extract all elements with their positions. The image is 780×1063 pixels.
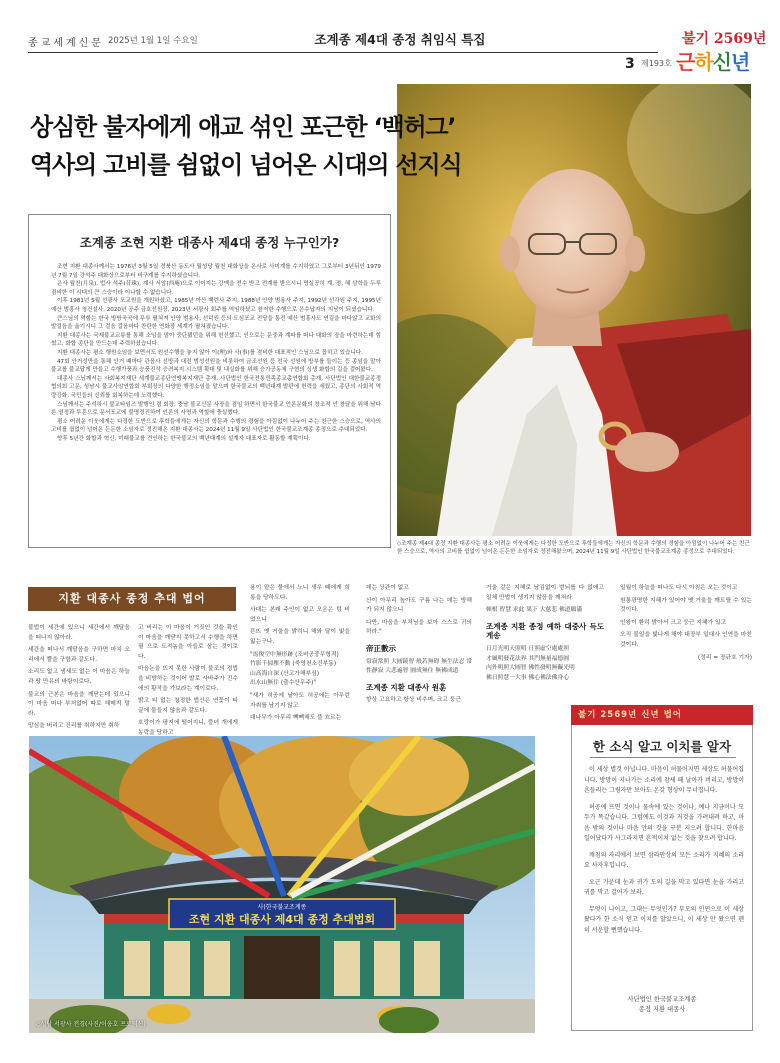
issue-date: 2025년 1월 1일 수요일: [108, 36, 198, 46]
profile-paragraph: 평소 어려운 이웃에게는 다정한 도반으로 후학들에게는 자신의 학문과 수행의 경험을 아낌없이 나누어 주는 친근한 스승으로, 역사의 고비를 쉼없이 넘어온 든든한 소임자로 정진해온 지환 대종사는 2024년 11월 9일 사단법인 한국불교조계종 종정으로 추대되었다.: [51, 418, 381, 434]
temple-photo-caption: ◇성남 서광사 전경(사진/이웅호 프로덕션): [36, 1021, 146, 1028]
dharma-paragraph: 불법이 세간에 있으니 세간에서 깨달음을 떠나지 않아라.: [28, 625, 130, 641]
buddhist-year: 불기 2569년: [682, 31, 767, 47]
dharma-column-4: [366, 584, 472, 709]
dharma-paragraph: 산이 아무리 높아도 구름 나는 데는 방해가 되지 않으니: [366, 597, 472, 614]
dharma-paragraph: 용이 얕은 물에서 노니 새우 떼에게 희롱을 당하도다.: [250, 585, 350, 601]
profile-article-box: [28, 214, 391, 548]
feature-title: 조계종 제4대 종정 취임식 특집: [314, 32, 486, 47]
dharma-box-paragraph: 허공에 뜨면 것이나 물속에 있는 것이나, 예나 지금이나 모두가 똑같습니다. 그럼에도 이것과 저것을 가려내려 하고, 마음 밖의 것이나 마음 안의 것을 구분 지으려 합니다. 한마음 일어났다가 사그라지면 흔적이처 없는 것을 찾으려 합니다.: [584, 803, 744, 842]
dharma-column-1: [28, 624, 130, 735]
dharma-column-3: [250, 584, 350, 727]
new-year-dharma-title: 한 소식 알고 이치를 알자: [592, 739, 732, 754]
header-rule: [28, 52, 658, 53]
ceremony-banner-text: 조현 지환 대종사 제4대 종정 추대법회: [188, 913, 376, 926]
profile-paragraph: 조현 지환 대종사께서는 1976년 3월 5일 경북산 동도사 월성당 월천 대화상을 은사로 사미계를 수지하였고 그로부터 3년뒤인 1979년 7월 7일 강석주 대화상으로부터 비구계를 수지하셨습니다.: [51, 264, 381, 279]
main-headline: [30, 108, 510, 184]
dharma-paragraph: 오직 불일을 빛나게 해야 대장부 일대사 인연을 마친 것이다.: [620, 632, 752, 648]
newspaper-name: 종교세계신문: [28, 38, 104, 49]
reporter-credit: (정리 = 장규호 기자): [697, 654, 752, 661]
greeting-char-2: 하: [694, 50, 713, 74]
greeting-char-4: 년: [730, 50, 750, 74]
dharma-paragraph: 항상 고요하고 항상 비추며, 크고 둥근: [366, 697, 462, 704]
dharma-section-title: 지환 대종사 종정 추대 법어: [28, 587, 236, 611]
dharma-box-paragraph: 이 세상 별것 아닙니다. 마음이 허물어지면 세상도 허물어집니다. 방망이 지나가는 소리에 참새 떼 날아가 버리고, 방망이 흔들리는 그림자만 보아도 온갖 형상이 무너집니다.: [584, 766, 744, 794]
headline-line-2: 역사의 고비를 쉼없이 넘어온 시대의 선지식: [30, 151, 462, 179]
dharma-paragraph: 세간을 떠나서 깨달음을 구하면 마치 오리에서 뿔을 구함과 같도다.: [28, 647, 130, 663]
dharma-paragraph: 호랑이가 평지에 떨어지니, 뜰녀 개에게 농락을 당하고: [138, 720, 238, 736]
profile-article-body: [51, 263, 381, 443]
new-year-dharma-header: 불기 2569년 신년 법어: [571, 705, 753, 725]
dharma-paragraph: 대나무가 아무리 빽빽해도 뜰 흐르는: [250, 715, 342, 722]
headline-line-1: 상심한 불자에게 애교 섞인 포근한 ‘백허그’: [30, 113, 456, 141]
dharma-box-paragraph: 오근 가운데 눈과 귀가 도의 길을 막고 있다면 눈을 가리고 귀를 막고 걸어가 보라.: [584, 878, 744, 896]
dharma-hanja-verse: 頓根 智慧 求此 果下 大慈悲 佛道願滿: [486, 607, 583, 614]
dharma-column-6: [620, 584, 752, 666]
dharma-paragraph: 뜬뜨 옛 거울을 밝히니 해와 달이 빛을 잃는구나.: [250, 629, 350, 645]
dharma-box-paragraph: 깨침의 자리에서 보면 삼라만상의 모든 소리가 지혜의 소리요 사자후입니다.: [584, 851, 744, 869]
new-year-dharma-body: [584, 765, 744, 942]
greeting-char-3: 신: [712, 50, 731, 74]
profile-paragraph: 지환 대종사는 국제불교교류를 통해 소임을 맡아 중단됐던을 위해 헌신했고, 인으로는 문중과 계파를 떠나 대화의 장을 마련하는데 힘썼고, 화합 종단을 만드는데 주력하셨습니다.: [51, 332, 381, 348]
dharma-signature: [572, 995, 752, 1015]
dharma-paragraph: "새가 허공에 날아도 허공에는 아무런 자취를 남기지 않고: [250, 692, 350, 709]
dharma-motto-subhead: 조계종 지환 대종사 원훈: [366, 682, 447, 692]
profile-paragraph: 이후 1981년 5월 선광사 포교원을 개원하셨고, 1985년 아산 백련사 주지, 1988년 안양 범용사 주지, 1992년 선각원 주지, 1995년 예산 범흥사 청건설사, 2020년 공주 금호선원장, 2023년 서광사 회주를 역임하셨고 참저한 수행으로 은수납자의 지남이 되셨습니다.: [51, 298, 381, 313]
dharma-verse: "馬俊空中無形跡 (조비공중무형적) 竹影千掃塵不動 (죽영천소진부동) 山高海自深 (산고가해부심) 出水山無住 (출수산무주)": [250, 651, 339, 687]
greeting-char-1: 근: [676, 50, 695, 74]
profile-paragraph: 큰스님의 역할는 한국 방방곡곡에 무루 펼쳐져 안양 범용사, 선덕원 등의 도심포교 전당을 통전 예산 범흥사도 연길을 마다않고 교화의 발걸음을 옮기시니 그 걸음 걸음마다 찬란한 연화장 세계가 펼쳐졌습니다.: [51, 315, 381, 331]
issue-number: 제193호: [641, 59, 672, 68]
dharma-paragraph: 다만, 마음을 부처님을 보아 스스로 귀의하라.": [366, 619, 472, 636]
new-year-dharma-box: [571, 725, 753, 1031]
dharma-paragraph: 원통광명한 지혜가 있어야 옛 거울을 깨트릴 수 있는 것이다.: [620, 597, 752, 614]
dharma-gatha-subhead: 조계종 지환 종정 예하 대중사 득도게송: [486, 621, 604, 641]
dharma-paragraph: 마음논을 뜨지 못한 사람이 불조의 경법을 비방하는 것이어 발로 사바주가 진수에의 황작을 가보라는 계이로다.: [138, 666, 238, 692]
dharma-paragraph: 밝고 티 없는 청정한 법신은 연꽃이 티끌에 물들지 않음과 같도다.: [138, 698, 238, 714]
dharma-paragraph: 고 버리는 이 마음이 거짓인 것을 확인이 마음을 깨닫지 못하고서 수행을 하면 필 으로 도적놈을 아들로 삼는 것이로다.: [138, 625, 238, 660]
dharma-subhead: 帝正數示: [366, 643, 396, 653]
profile-paragraph: 지환 대종사는 평소 행원소임을 보면서도 원선수행을 놓지 않아 이(理)와 사(事)를 겸비한 대표적인 스님으로 꼽히고 있습니다.: [57, 349, 363, 356]
page-number: 3: [625, 56, 635, 72]
profile-paragraph: 향후 5년간 화합과 혁신, 미래불교를 견인하는 한국불교의 백년대계의 설계자 대표자로 활동할 계획이다.: [57, 435, 311, 442]
dharma-box-paragraph: 무엇이 나이고, 그대는 무엇인가? 부모의 인연으로 이 세상 왔다가 한 소식 얻고 이치를 알았으니, 이 세상 안 왔으면 괜히 서운할 뻔했습니다.: [584, 905, 744, 934]
temple-photo: [29, 736, 535, 1033]
dharma-column-2: [138, 624, 238, 742]
banner-subtitle: 사)한국불교조계종: [257, 904, 307, 911]
signature-organization: 사단법인 한국불교조계종: [627, 996, 697, 1003]
dharma-paragraph: 망심을 버리고 진리를 취하지만 취하: [28, 723, 120, 730]
profile-paragraph: 은사 월천(月泉), 법사 석주(昔珠), 계사 서암(西庵)으로 이어지는 강맥을 전수 받고 전계를 받으시니 명실공히 계, 정, 혜 삼학을 두루 겸비한 이 시대의 큰 스승이라 이나할 수 없습니다.: [51, 281, 381, 296]
dharma-hanja-verse: 常寂常照 大圓鏡智 般若無碍 無生法忍 常性靜寂 大悲遍智 圓成無住 無佛成道: [366, 658, 472, 675]
dharma-gatha-verse: 日月光明天照明 日照虛空處處照 才風明發花法界 其門無量福德圓 內外明照大圓智 佛性發明無礙光明 佛日照慧一大事 佛心佛法佛身心: [486, 645, 575, 681]
new-year-greeting: [676, 46, 749, 75]
page-header: [0, 0, 780, 80]
dharma-paragraph: 거울 같은 지혜로 남김없이 번뇌를 다 없애고 일체 만법이 생기지 않음을 깨쳐라: [486, 585, 604, 601]
dharma-paragraph: 데는 상관이 없고: [366, 585, 409, 591]
dharma-paragraph: 일월이 하늘을 떠나도 다시 아침은 오는 것이고: [620, 585, 738, 591]
dharma-paragraph: 불교의 근본은 마음을 깨닫는데 있으니 이 마음 떠나 부처없어 따로 해매지 말라.: [28, 691, 130, 717]
profile-paragraph: 대종사 스님께서는 사회복지재단 세계불교종단연맹복지재단 총재, 사단법인 한국전통민족종교총연합회 총재, 사단법인 대한불교종정협의회 고문, 성남시 불교사암연합회 부회장의 다양한 행정소임을 맡으며 한국불교의 백년대계 발판에 헌력을 세웠고, 종단의 사회적 역량강화, 국민들의 신뢰를 회복하는데 노력했다.: [51, 375, 381, 399]
dharma-paragraph: 사대는 본래 주인이 없고 오온은 텅 비었으니: [250, 607, 350, 623]
dharma-paragraph: 인왕이 환히 밝아서 크고 둥근 지혜가 있고: [620, 619, 727, 626]
dharma-column-5: [486, 584, 604, 686]
profile-paragraph: 스님께서는 주석하시 불교타임즈 발행인 겸 회장, 충남 불교신문 사장을 겸임 하면서 한국불교 언론문화의 창조적 인 창달을 위해 남다른 열정과 투혼으로 문서포교에 불명정진하여 언론의 사명과 역할에 충실했다.: [51, 401, 381, 417]
dharma-paragraph: 소리도 없고 냄새도 없는 이 마음은 하늘과 땅 만유의 바탕이로다.: [28, 669, 130, 685]
portrait-caption: ◇조계종 제4대 종정 지환 대종사는 평소 어려운 이웃에게는 다정한 도반으로 후학들에게는 자신의 학문과 수행의 경험을 아낌없이 나누어 주는 친근한 스승으로, 역사의 고비를 쉼없이 넘어온 든든한 소임자로 정진해왔으며, 2024년 11월 9일 사단법인 한국불교조계종 종정으로 추대되었다.: [397, 541, 750, 555]
profile-paragraph: 47회 안거성만을 통해 안거 때마다 관음사 선방과 대전 범성선원을 비롯하여 금조선원 등 전국 선원에 방부를 들이는 등 종임을 맡아 불교를 불교답게 만들고 수행가풍과 승풍진작 승려복지 시스템 확대 및 내실화를 위해 승가공동체 구현의 싱생 화합의 길을 걸어왔다.: [51, 358, 381, 374]
dharma-title-rule: [590, 757, 736, 758]
signature-name: 종정 지환 대종사: [638, 1006, 686, 1013]
profile-article-title: 조계종 조현 지환 대종사 제4대 종정 누구인가?: [79, 235, 340, 250]
